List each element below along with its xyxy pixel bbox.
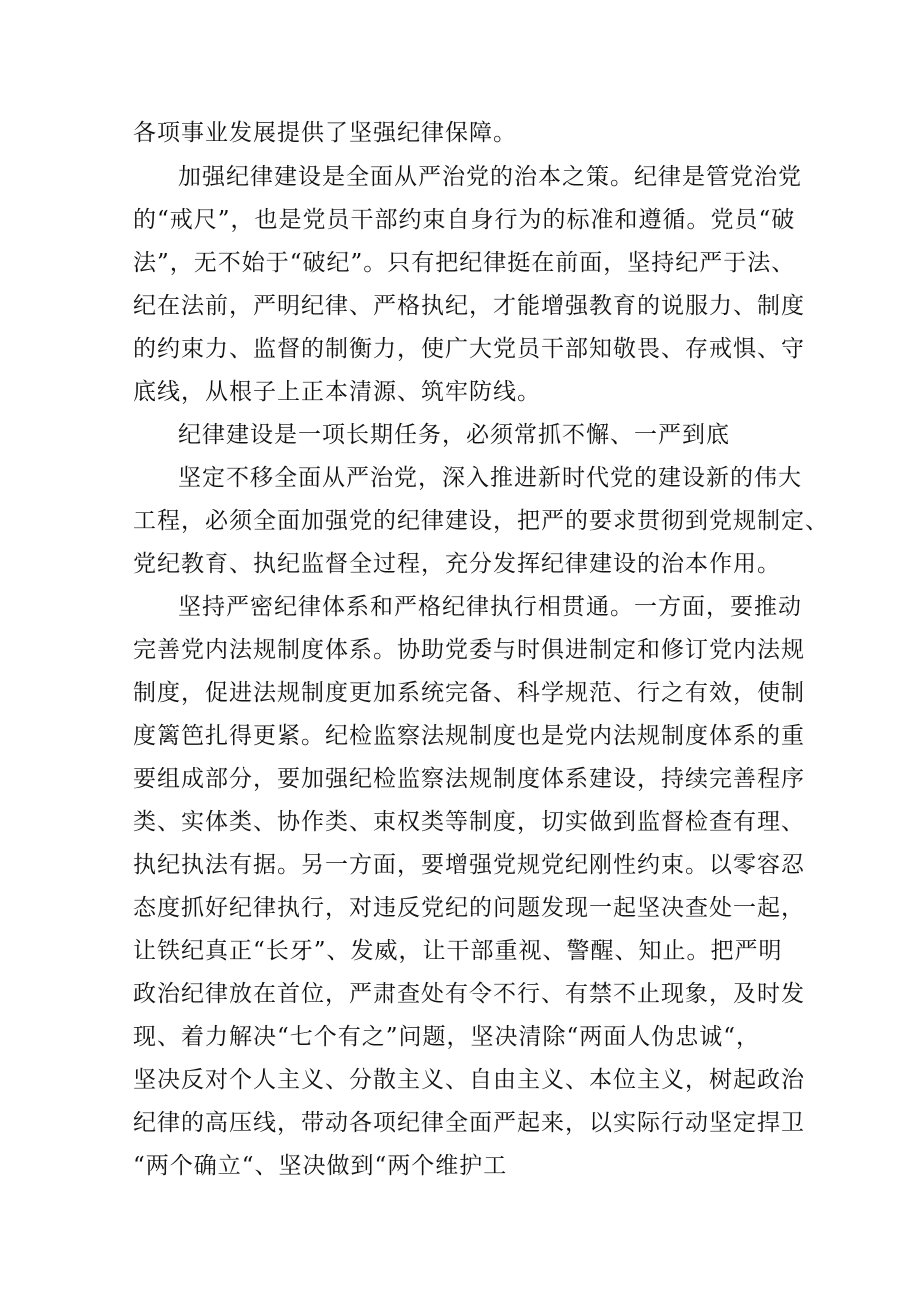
text-line: 度篱笆扎得更紧。纪检监察法规制度也是党内法规制度体系的重 (133, 723, 805, 749)
text-line: 制度，促进法规制度更加系统完备、科学规范、行之有效，使制 (133, 680, 805, 706)
text-line: “两个确立“、坚决做到“两个维护工 (133, 1153, 508, 1179)
paragraph-first-line: 加强纪律建设是全面从严治党的治本之策。纪律是管党治党 (178, 164, 802, 190)
text-line: 让铁纪真正“长牙”、发威，让干部重视、警醒、知止。把严明 (133, 938, 783, 964)
text-line: 工程，必须全面加强党的纪律建设，把严的要求贯彻到党规制定、 (133, 508, 829, 534)
text-line: 现、着力解决“七个有之”问题，坚决清除“两面人伪忠诚“， (133, 1024, 761, 1050)
text-line: 纪律的高压线，带动各项纪律全面严起来，以实际行动坚定捍卫 (133, 1110, 805, 1136)
paragraph-first-line: 坚持严密纪律体系和严格纪律执行相贯通。一方面，要推动 (178, 594, 802, 620)
text-line: 执纪执法有据。另一方面，要增强党规党纪刚性约束。以零容忍 (133, 852, 805, 878)
text-line: 的“戒尺”，也是党员干部约束自身行为的标准和遵循。党员“破 (133, 207, 796, 233)
text-line: 坚决反对个人主义、分散主义、自由主义、本位主义，树起政治 (133, 1067, 805, 1093)
text-line: 法”，无不始于“破纪”。只有把纪律挺在前面，坚持纪严于法、 (133, 250, 796, 276)
paragraph-first-line: 坚定不移全面从严治党，深入推进新时代党的建设新的伟大 (178, 465, 802, 491)
text-line: 党纪教育、执纪监督全过程，充分发挥纪律建设的治本作用。 (133, 551, 781, 577)
text-line: 类、实体类、协作类、束权类等制度，切实做到监督检查有理、 (133, 809, 805, 835)
text-line: 各项事业发展提供了坚强纪律保障。 (133, 120, 517, 146)
text-line: 政治纪律放在首位，严肃查处有令不行、有禁不止现象，及时发 (133, 981, 805, 1007)
text-line: 完善党内法规制度体系。协助党委与时俱进制定和修订党内法规 (133, 637, 805, 663)
text-line: 态度抓好纪律执行，对违反党纪的问题发现一起坚决查处一起， (133, 895, 805, 921)
text-line: 底线，从根子上正本清源、筑牢防线。 (133, 379, 541, 405)
text-line: 的约束力、监督的制衡力，使广大党员干部知敬畏、存戒惧、守 (133, 336, 805, 362)
text-line: 纪在法前，严明纪律、严格执纪，才能增强教育的说服力、制度 (133, 293, 805, 319)
text-line: 要组成部分，要加强纪检监察法规制度体系建设，持续完善程序 (133, 766, 805, 792)
section-heading: 纪律建设是一项长期任务，必须常抓不懈、一严到底 (178, 422, 730, 448)
